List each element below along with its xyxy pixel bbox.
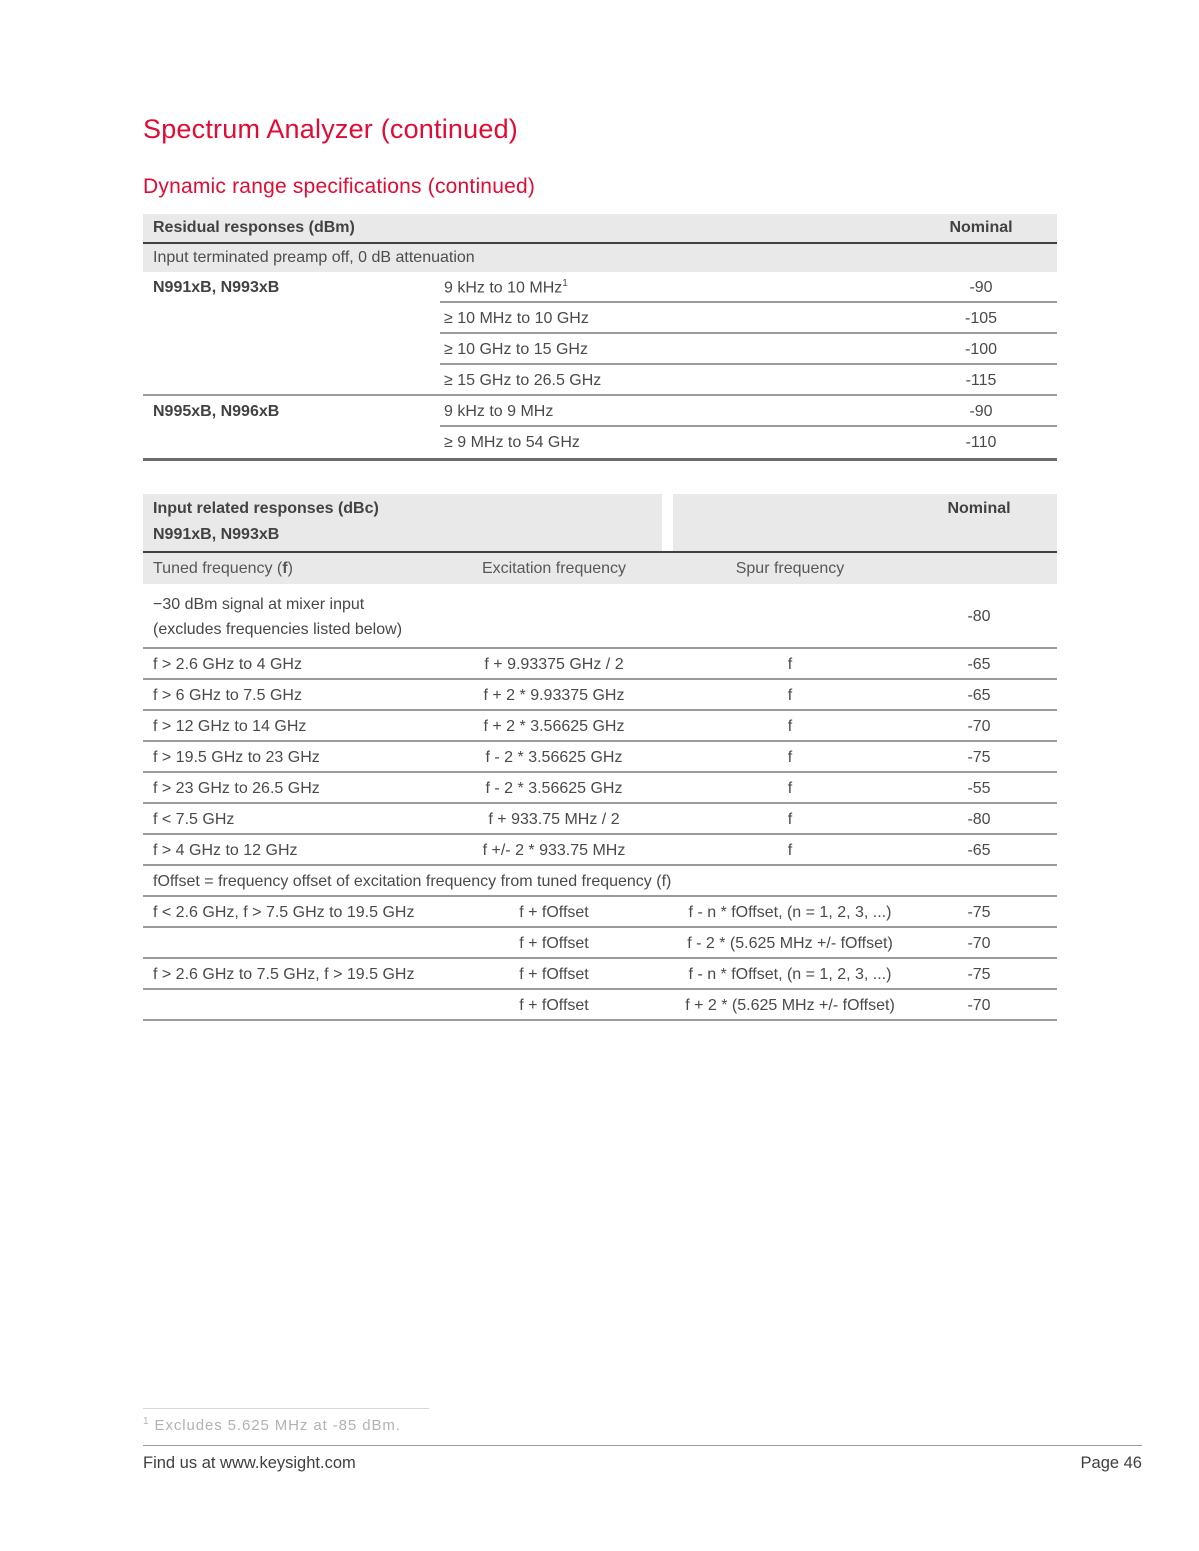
spur-frequency-cell: f - n * fOffset, (n = 1, 2, 3, ...) [688, 965, 892, 983]
tuned-frequency-cell: f > 6 GHz to 7.5 GHz [153, 686, 302, 704]
spur-frequency-cell: f [787, 779, 793, 797]
tuned-frequency-column-header [143, 560, 440, 578]
mixer-condition-line2: (excludes frequencies listed below) [153, 620, 403, 638]
input-related-responses-table [143, 494, 1057, 1021]
spur-frequency-column-header: Spur frequency [735, 559, 845, 577]
tuned-header-close: ) [287, 559, 293, 577]
footnote-text: Excludes 5.625 MHz at -85 dBm. [154, 1417, 401, 1434]
excitation-frequency-cell: f - 2 * 3.56625 GHz [485, 748, 623, 766]
spur-frequency-cell: f - 2 * (5.625 MHz +/- fOffset) [687, 934, 893, 952]
table-bottom-border [143, 1019, 1057, 1021]
frequency-range: 9 kHz to 10 MHz [444, 279, 563, 297]
model-label: N991xB, N993xB [153, 526, 280, 543]
table-row [143, 334, 1057, 365]
nominal-value: -100 [964, 340, 998, 358]
nominal-value: -110 [965, 433, 997, 451]
model-cell: N995xB, N996xB [153, 402, 280, 420]
residual-table-header-row [143, 214, 1057, 244]
nominal-value: -70 [967, 996, 991, 1014]
frequency-range: 9 kHz to 9 MHz [444, 402, 554, 420]
excitation-frequency-cell: f +/- 2 * 933.75 MHz [482, 841, 626, 859]
tuned-frequency-cell: f > 19.5 GHz to 23 GHz [153, 748, 320, 766]
excitation-frequency-cell: f + 2 * 3.56625 GHz [483, 717, 625, 735]
excitation-frequency-cell: f + 9.93375 GHz / 2 [484, 655, 624, 673]
nominal-value: -115 [965, 371, 997, 389]
tuned-frequency-cell: f > 2.6 GHz to 7.5 GHz, f > 19.5 GHz [153, 965, 415, 983]
excitation-frequency-cell: f + fOffset [519, 965, 589, 983]
nominal-value: -65 [967, 841, 991, 859]
table-row [143, 897, 1057, 928]
nominal-column-header: Nominal [947, 500, 1011, 517]
nominal-value: -75 [967, 903, 991, 921]
table-row [143, 365, 1057, 396]
input-table-header-row [143, 496, 1057, 522]
nominal-column-header: Nominal [949, 219, 1013, 236]
input-table-title: Input related responses (dBc) [153, 500, 379, 517]
excitation-frequency-cell: f + fOffset [519, 996, 589, 1014]
tuned-frequency-cell: f > 23 GHz to 26.5 GHz [153, 779, 320, 797]
residual-table-title: Residual responses (dBm) [153, 219, 355, 236]
spur-frequency-cell: f [787, 810, 793, 828]
frequency-range-cell [440, 278, 916, 297]
footnote-rule [143, 1408, 429, 1409]
condition-text: Input terminated preamp off, 0 dB attenuation [153, 249, 475, 266]
column-header-row [143, 553, 1057, 584]
frequency-range: ≥ 9 MHz to 54 GHz [444, 433, 580, 451]
tuned-frequency-cell: f > 4 GHz to 12 GHz [153, 841, 298, 859]
tuned-frequency-cell: f < 7.5 GHz [153, 810, 235, 828]
header-column-gap [662, 494, 673, 551]
footnote-marker: 1 [562, 277, 568, 289]
table-row [143, 680, 1057, 711]
table-row [143, 649, 1057, 680]
frequency-range: ≥ 15 GHz to 26.5 GHz [444, 371, 602, 389]
spur-frequency-cell: f + 2 * (5.625 MHz +/- fOffset) [685, 996, 895, 1014]
nominal-value: -70 [967, 934, 991, 952]
nominal-value: -90 [969, 402, 993, 420]
mixer-condition-line1: −30 dBm signal at mixer input [153, 595, 365, 613]
table-row [143, 773, 1057, 804]
input-table-model-row [143, 522, 1057, 548]
excitation-frequency-cell: f + fOffset [519, 934, 589, 952]
table-row [143, 928, 1057, 959]
spur-frequency-cell: f - n * fOffset, (n = 1, 2, 3, ...) [688, 903, 892, 921]
excitation-frequency-cell: f + fOffset [519, 903, 589, 921]
section-subtitle: Dynamic range specifications (continued) [143, 175, 536, 198]
table-row [143, 427, 1057, 458]
tuned-header-f: f [282, 559, 288, 577]
footnote [143, 1416, 401, 1434]
tuned-header-text: Tuned frequency ( [153, 559, 283, 577]
frequency-range: ≥ 10 GHz to 15 GHz [444, 340, 588, 358]
mixer-input-row [143, 584, 1057, 649]
table-row [143, 959, 1057, 990]
spur-frequency-cell: f [787, 748, 793, 766]
nominal-value: -80 [967, 607, 991, 625]
nominal-value: -80 [967, 810, 991, 828]
nominal-value: -65 [967, 655, 991, 673]
nominal-value: -65 [967, 686, 991, 704]
table-row [143, 742, 1057, 773]
table-row [143, 990, 1057, 1021]
table-row [143, 711, 1057, 742]
table-row [143, 835, 1057, 866]
tuned-frequency-cell: f < 2.6 GHz, f > 7.5 GHz to 19.5 GHz [153, 903, 415, 921]
table-row [143, 272, 1057, 303]
footer-rule [143, 1445, 1142, 1446]
nominal-value: -55 [967, 779, 991, 797]
footnote-marker: 1 [143, 1416, 150, 1427]
table-bottom-border [143, 458, 1057, 461]
spur-frequency-cell: f [787, 717, 793, 735]
mixer-condition-cell [143, 592, 660, 642]
excitation-frequency-cell: f - 2 * 3.56625 GHz [485, 779, 623, 797]
nominal-value: -70 [967, 717, 991, 735]
table-row [143, 303, 1057, 334]
tuned-frequency-cell: f > 2.6 GHz to 4 GHz [153, 655, 302, 673]
page-number: Page 46 [1080, 1454, 1142, 1472]
excitation-frequency-cell: f + 933.75 MHz / 2 [488, 810, 620, 828]
page-title: Spectrum Analyzer (continued) [143, 114, 518, 144]
frequency-range: ≥ 10 MHz to 10 GHz [444, 309, 589, 327]
foffset-note-row [143, 866, 1057, 897]
nominal-value: -90 [969, 278, 993, 296]
footer-link[interactable]: Find us at www.keysight.com [143, 1454, 356, 1472]
excitation-frequency-column-header: Excitation frequency [481, 559, 627, 577]
page-footer [143, 1454, 1142, 1473]
residual-responses-table [143, 214, 1057, 461]
nominal-value: -75 [967, 965, 991, 983]
table-row [143, 804, 1057, 835]
model-cell: N991xB, N993xB [153, 278, 280, 296]
input-table-header-block [143, 494, 1057, 553]
spur-frequency-cell: f [787, 841, 793, 859]
spur-frequency-cell: f [787, 686, 793, 704]
excitation-frequency-cell: f + 2 * 9.93375 GHz [483, 686, 625, 704]
tuned-frequency-cell: f > 12 GHz to 14 GHz [153, 717, 307, 735]
residual-table-condition-row [143, 244, 1057, 272]
spur-frequency-cell: f [787, 655, 793, 673]
nominal-value: -105 [964, 309, 998, 327]
table-row [143, 396, 1057, 427]
nominal-value: -75 [967, 748, 991, 766]
foffset-note: fOffset = frequency offset of excitation frequency from tuned frequency (f) [153, 872, 672, 890]
